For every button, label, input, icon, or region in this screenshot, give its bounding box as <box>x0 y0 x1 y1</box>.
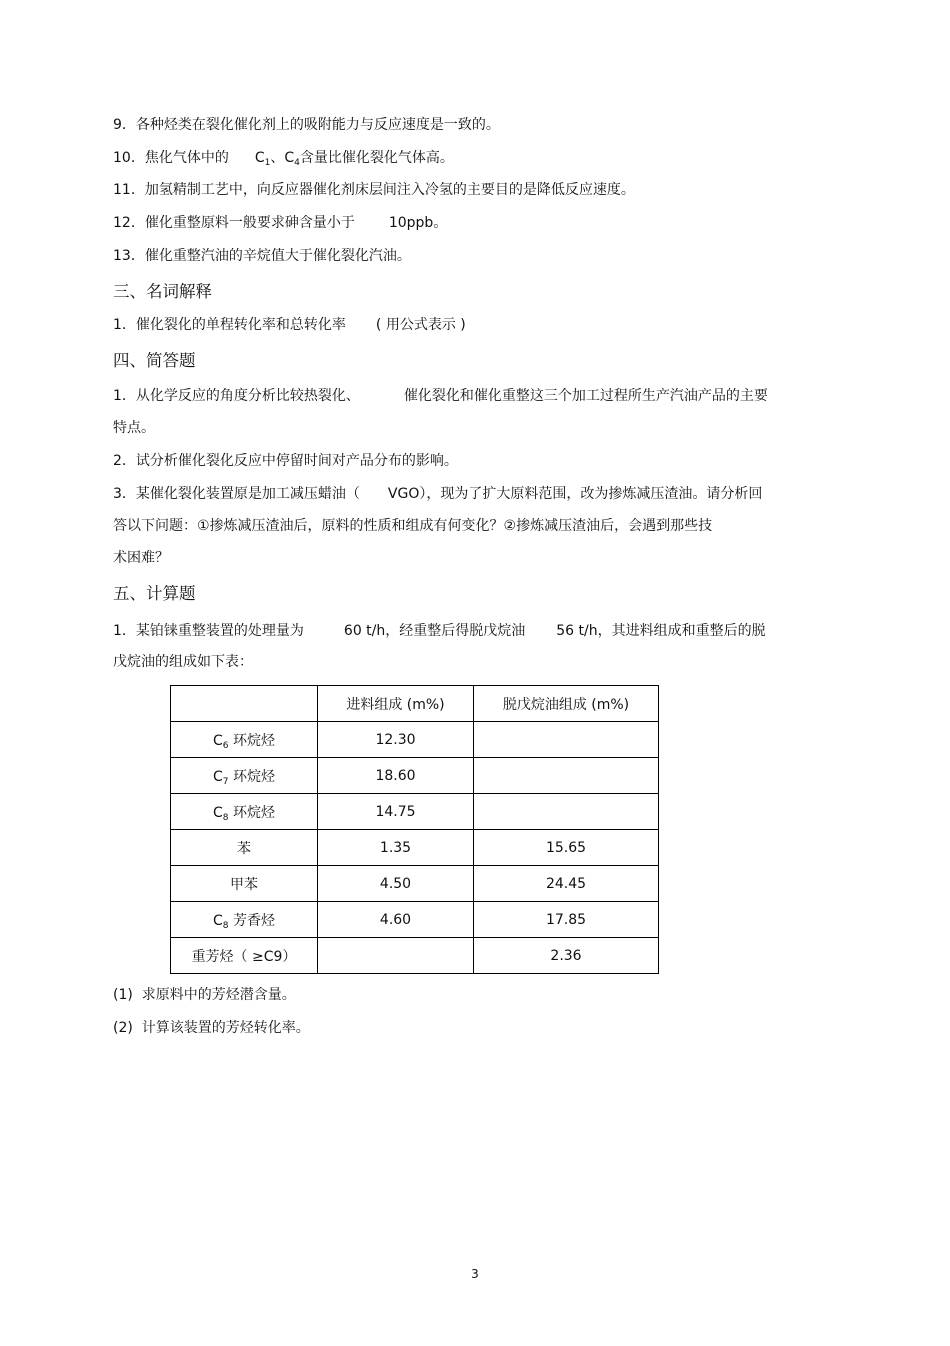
item-number: 12． <box>113 215 145 231</box>
table-row <box>171 794 659 830</box>
compound-name: 重芳烃（ ≥C9） <box>191 948 297 965</box>
table-cell-feed: 1.35 <box>318 830 474 866</box>
item-text: 加氢精制工艺中，向反应器催化剂床层间注入冷氢的主要目的是降低反应速度。 <box>144 182 635 198</box>
short-question-1-cont: 特点。 <box>113 420 155 436</box>
table-cell-feed: 4.60 <box>318 902 474 938</box>
item-10 <box>113 148 454 168</box>
item-text: 10ppb。 <box>388 215 448 231</box>
compound-name: 苯 <box>237 840 251 857</box>
item-text: 催化重整原料一般要求砷含量小于 <box>144 215 355 231</box>
table-row-label <box>171 830 318 866</box>
item-text: 各种烃类在裂化催化剂上的吸附能力与反应速度是一致的。 <box>135 117 500 133</box>
item-number: 1． <box>113 388 136 404</box>
item-number: 11． <box>113 182 145 198</box>
item-text: 60 t/h，经重整后得脱戊烷油 <box>343 623 526 639</box>
formula-c: C <box>213 732 223 749</box>
item-12 <box>113 213 447 233</box>
calc-question-1 <box>113 621 766 641</box>
table-row <box>171 758 659 794</box>
formula-c: C <box>213 768 223 785</box>
formula-subscript: 8 <box>222 812 229 823</box>
formula-c: C <box>284 150 295 166</box>
table-row <box>171 938 659 974</box>
item-text: 计算该装置的芳烃转化率。 <box>141 1020 310 1036</box>
formula-c: C <box>213 804 223 821</box>
table-cell-product <box>474 758 659 794</box>
short-question-3 <box>113 484 762 504</box>
table-cell-feed <box>318 938 474 974</box>
calc-question-1-cont: 戊烷油的组成如下表： <box>113 654 253 670</box>
item-number: 1． <box>113 317 136 333</box>
item-text: 56 t/h，其进料组成和重整后的脱 <box>556 623 766 639</box>
item-note: ( 用公式表示 ) <box>375 317 466 333</box>
table-cell-feed: 14.75 <box>318 794 474 830</box>
table-cell-product: 15.65 <box>474 830 659 866</box>
item-text: VGO），现为了扩大原料范围，改为掺炼减压渣油。请分析回 <box>387 486 763 502</box>
item-number: 13． <box>113 248 145 264</box>
section-heading: 三、名词解释 <box>113 282 212 301</box>
compound-name: 环烷烃 <box>232 732 275 749</box>
table-cell-product: 17.85 <box>474 902 659 938</box>
table-row <box>171 902 659 938</box>
table-cell-product <box>474 722 659 758</box>
table-cell-feed: 12.30 <box>318 722 474 758</box>
table-row-label <box>171 866 318 902</box>
item-number: (1) <box>113 987 133 1003</box>
item-text: 从化学反应的角度分析比较热裂化、 <box>135 388 360 404</box>
table-cell-product: 24.45 <box>474 866 659 902</box>
table-header-cell: 脱戊烷油组成 (m%) <box>474 686 659 722</box>
short-question-3-cont: 术困难？ <box>113 550 169 566</box>
table-row-label <box>171 902 318 938</box>
table-row <box>171 866 659 902</box>
separator: 、 <box>270 150 285 166</box>
compound-name: 环烷烃 <box>232 768 275 785</box>
sub-question-2 <box>113 1018 310 1038</box>
item-text: 求原料中的芳烃潜含量。 <box>141 987 296 1003</box>
item-9 <box>113 115 500 135</box>
short-question-1 <box>113 386 768 406</box>
item-text: 催化裂化的单程转化率和总转化率 <box>135 317 346 333</box>
table-cell-feed: 18.60 <box>318 758 474 794</box>
item-number: 9． <box>113 117 136 133</box>
term-question-1 <box>113 315 466 335</box>
table-row <box>171 830 659 866</box>
item-text: 某铂铼重整装置的处理量为 <box>135 623 304 639</box>
item-number: 2． <box>113 453 136 469</box>
item-number: 1． <box>113 623 136 639</box>
table-cell-product <box>474 794 659 830</box>
composition-table <box>170 685 659 974</box>
compound-name: 芳香烃 <box>232 912 275 929</box>
formula-subscript: 1 <box>264 158 271 168</box>
item-11 <box>113 180 635 200</box>
formula-c: C <box>213 912 223 929</box>
table-row-label <box>171 758 318 794</box>
table-row-label <box>171 794 318 830</box>
table-header-cell <box>171 686 318 722</box>
table-row <box>171 722 659 758</box>
table-row-label <box>171 722 318 758</box>
table-row-label <box>171 938 318 974</box>
formula-subscript: 4 <box>294 158 300 168</box>
table-cell-feed: 4.50 <box>318 866 474 902</box>
formula-subscript: 6 <box>222 740 229 751</box>
table-header-row <box>171 686 659 722</box>
page-number: 3 <box>471 1267 479 1281</box>
short-question-3-cont: 答以下问题：①掺炼减压渣油后，原料的性质和组成有何变化？②掺炼减压渣油后，会遇到那些技 <box>113 518 713 534</box>
sub-question-1 <box>113 985 296 1005</box>
item-number: (2) <box>113 1020 133 1036</box>
formula-subscript: 8 <box>222 920 229 931</box>
table-cell-product: 2.36 <box>474 938 659 974</box>
compound-name: 甲苯 <box>230 876 258 893</box>
short-question-2 <box>113 451 458 471</box>
item-text: 试分析催化裂化反应中停留时间对产品分布的影响。 <box>135 453 458 469</box>
formula-subscript: 7 <box>222 776 229 787</box>
table-header-cell: 进料组成 (m%) <box>318 686 474 722</box>
item-text: 催化重整汽油的辛烷值大于催化裂化汽油。 <box>144 248 411 264</box>
compound-name: 环烷烃 <box>232 804 275 821</box>
section-heading: 四、简答题 <box>113 351 196 370</box>
item-text: 催化裂化和催化重整这三个加工过程所生产汽油产品的主要 <box>403 388 768 404</box>
item-text: 焦化气体中的 <box>144 150 229 166</box>
item-number: 3． <box>113 486 136 502</box>
item-number: 10． <box>113 150 145 166</box>
section-heading: 五、计算题 <box>113 584 196 603</box>
item-text: 含量比催化裂化气体高。 <box>299 150 454 166</box>
formula-c: C <box>254 150 265 166</box>
item-text: 某催化裂化装置原是加工减压蜡油（ <box>135 486 360 502</box>
item-13 <box>113 246 411 266</box>
